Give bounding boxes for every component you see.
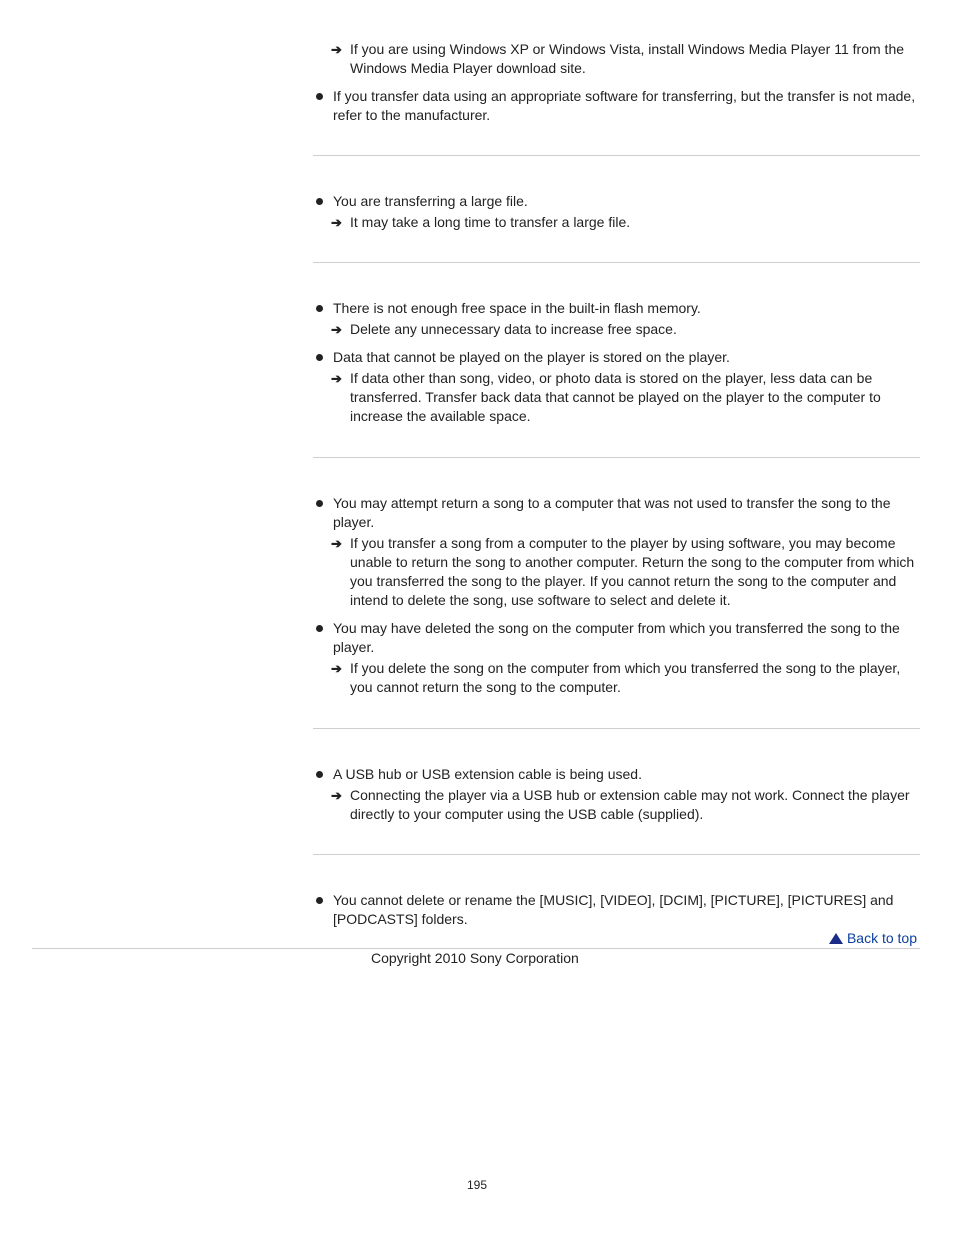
section-large-file xyxy=(313,156,920,262)
solution-text: Delete any unnecessary data to increase free space. xyxy=(350,321,677,337)
solution-item xyxy=(313,320,920,339)
copyright-text: Copyright 2010 Sony Corporation xyxy=(371,950,579,966)
arrow-right-icon: ➔ xyxy=(331,788,342,803)
cause-item xyxy=(313,192,920,211)
bullet-dot-icon xyxy=(316,354,323,361)
cause-item xyxy=(313,87,920,125)
back-to-top-link[interactable] xyxy=(829,929,917,948)
cause-text: Data that cannot be played on the player is stored on the player. xyxy=(333,349,730,365)
arrow-right-icon: ➔ xyxy=(331,661,342,676)
arrow-right-icon: ➔ xyxy=(331,322,342,337)
triangle-up-icon xyxy=(829,933,843,944)
arrow-right-icon: ➔ xyxy=(331,371,342,386)
solution-item xyxy=(313,659,920,697)
arrow-right-icon: ➔ xyxy=(331,536,342,551)
solution-item xyxy=(313,534,920,610)
cause-text: If you transfer data using an appropriate software for transferring, but the transfer is not made, refer to the manufacturer. xyxy=(333,88,916,123)
bullet-dot-icon xyxy=(316,500,323,507)
bullet-dot-icon xyxy=(316,305,323,312)
section-usb-hub xyxy=(313,729,920,854)
bullet-dot-icon xyxy=(316,771,323,778)
cause-item xyxy=(313,348,920,367)
solution-text: If data other than song, video, or photo data is stored on the player, less data can be transferred. Transfer back data that cannot be played on the player to the computer to increase the available space. xyxy=(350,370,881,424)
cause-item xyxy=(313,619,920,657)
solution-text: It may take a long time to transfer a large file. xyxy=(350,214,631,230)
cause-text: You may have deleted the song on the computer from which you transferred the song to the player. xyxy=(333,620,900,655)
cause-text: There is not enough free space in the built-in flash memory. xyxy=(333,300,701,316)
bullet-dot-icon xyxy=(316,93,323,100)
arrow-right-icon: ➔ xyxy=(331,215,342,230)
solution-item xyxy=(313,213,920,232)
page-number: 195 xyxy=(466,1178,488,1192)
bullet-dot-icon xyxy=(316,897,323,904)
cause-item xyxy=(313,299,920,318)
cause-item xyxy=(313,494,920,532)
cause-text: You cannot delete or rename the [MUSIC], [VIDEO], [DCIM], [PICTURE], [PICTURES] and [PODCASTS] folders. xyxy=(333,892,894,927)
arrow-right-icon: ➔ xyxy=(331,42,342,57)
solution-item xyxy=(313,40,920,78)
troubleshooting-content xyxy=(313,40,920,929)
solution-text: If you delete the song on the computer from which you transferred the song to the player, you cannot return the song to the computer. xyxy=(350,660,901,695)
cause-text: A USB hub or USB extension cable is being used. xyxy=(333,766,642,782)
section-free-space xyxy=(313,263,920,457)
cause-item xyxy=(313,765,920,784)
cause-item xyxy=(313,891,920,929)
solution-text: If you transfer a song from a computer to the player by using software, you may become unable to return the song to another computer. Return the song to the computer from which you transferred the song to the player. If you cannot return the song to the computer and intend to delete the song, use software to select and delete it. xyxy=(350,535,915,608)
solution-text: If you are using Windows XP or Windows Vista, install Windows Media Player 11 from the Windows Media Player download site. xyxy=(350,41,905,76)
cause-text: You may attempt return a song to a computer that was not used to transfer the song to the player. xyxy=(333,495,891,530)
section-windows-media-player xyxy=(313,40,920,155)
bullet-dot-icon xyxy=(316,625,323,632)
cause-text: You are transferring a large file. xyxy=(333,193,528,209)
solution-text: Connecting the player via a USB hub or extension cable may not work. Connect the player directly to your computer using the USB cable (supplied). xyxy=(350,787,910,822)
solution-item xyxy=(313,369,920,426)
solution-item xyxy=(313,786,920,824)
back-to-top-label: Back to top xyxy=(846,930,917,946)
section-folders xyxy=(313,855,920,929)
section-return-song xyxy=(313,458,920,728)
bullet-dot-icon xyxy=(316,198,323,205)
